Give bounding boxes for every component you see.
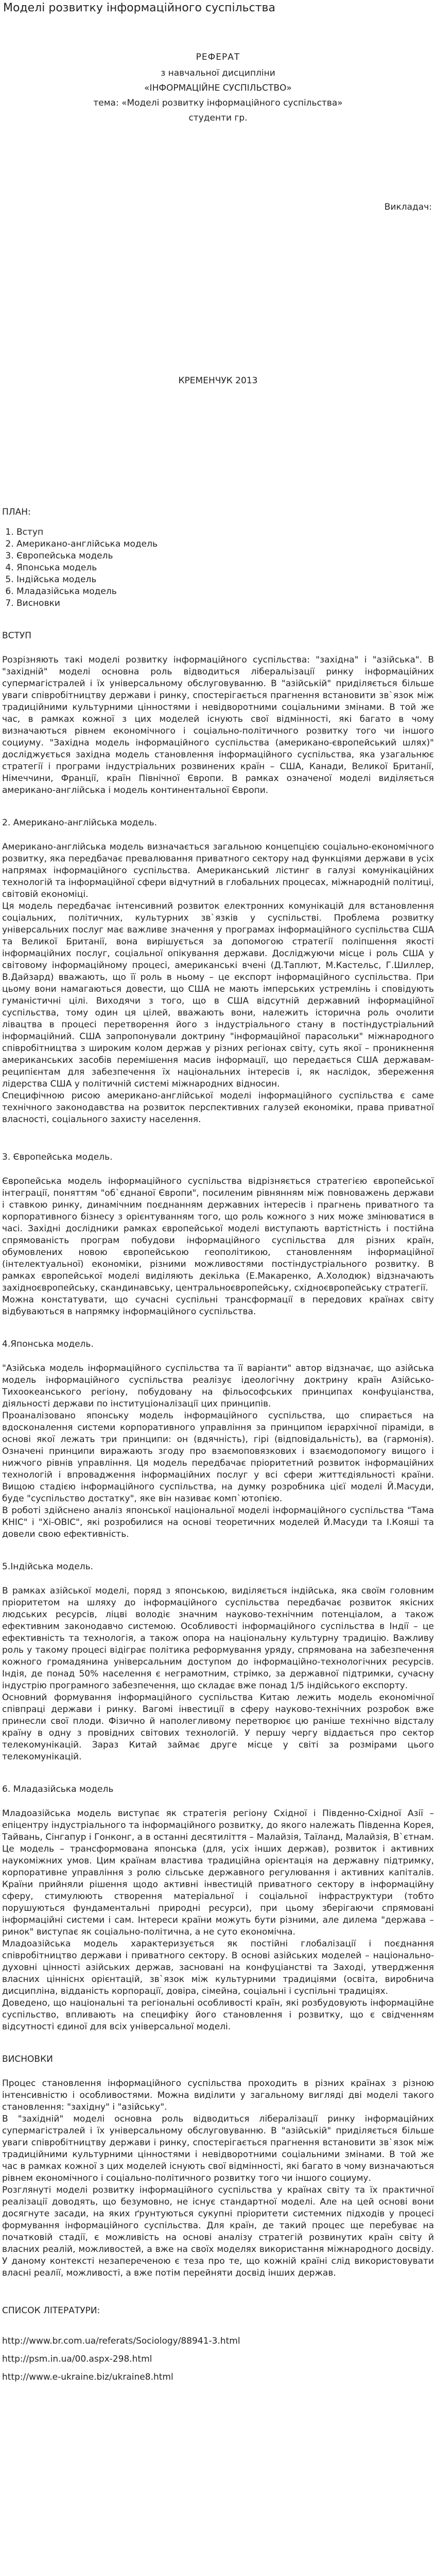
paragraph: Розглянуті моделі розвитку інформаційного суспільства у країнах світу та їх практичної реалізації доводять, що безумовно, не існує стандартної моделі. Але на цей основі вони досягнуте засади, на яких ґрунтуються сукупні пріоритети системних підходів у процесі формування інформаційного суспільства. Для країн, де такий процес ще перебуває на початковій стадії, є можливість на основі аналізу стратегій розвинутих країн світу й власних реалій, можливостей, а вже на своїх моделях використання міжнародного досвіду. У даному контексті незапереченою є теза про те, що кожній країні слід використовувати власні реалії, можливості, а вже потім перейняти досвід інших держав.	[2, 2185, 434, 2278]
section-conclusions	[2, 2054, 434, 2279]
plan-item: 1. Вступ	[16, 527, 434, 538]
section-european	[2, 1151, 434, 1318]
plan-item: 3. Європейська модель	[16, 550, 434, 562]
paragraph: Ця модель передбачає інтенсивний розвиток електронних комунікацій для встановлення соціальних, політичних, культурних зв`язків у суспільстві. Проблема розвитку універсальних послуг має важливе значення у програмах інформаційного суспільства США та Великої Британії, вона вирішується за допомогою стратегії поліпшення якості інформаційних послуг, соціальної опікування держави. Досліджуючи місце і роль США у світовому інформаційному процесі, американські вчені (Д.Таплют, М.Кастельс, Г.Шиллер, В.Дайзард) вважають, що її роль в ньому – це експорт інформаційного суспільства. При цьому вони намагаються довести, що США не мають імперських устремлінь і сповідують гуманістичні цілі. Виходячи з того, що в США відсутній державний інформаційної суспільства, тому один ця цілей, вважають вони, належить історична роль очолити лівацтва в процесі перетворення його з індустріального стану в постіндустріальний інформаційний. США запропонували доктрину "інформаційної парасольки" міжнародного співробітництва з широким колом держав у різних регіонах світу, суть якої – проникнення американських засобів перемішення масив інформації, що передається США державам-реципієнтам для забезпечення їх національних інтересів і, як наслідок, збереження лідерства США у політичній системі міжнародних відносин.	[2, 901, 434, 1089]
section-intro	[2, 630, 434, 796]
section-anglo-american	[2, 817, 434, 1126]
paragraph: Можна констатувати, що сучасні суспільні трансформації в передових країнах світу відбуваються в напрямку інформаційного суспільства.	[2, 1295, 434, 1317]
plan-item: 4. Японська модель	[16, 562, 434, 574]
plan-item: 2. Американо-англійська модель	[16, 538, 434, 550]
paragraph: Проаналізовано японську модель інформаційного суспільства, що спирається на вдосконалення системи корпоративного управління за принципом ієрархічної піраміди, в основі якої лежать три принципи: он (вдячність), гірі (відповідальність), ва (гармонія). Означені принципи виражають згоду про взаємоповязкових і взаємодопомогу вищого і нижчого рівнів управління. Ця модель передбачає пріоритетний розвиток інформаційних технологій і впровадження інформаційних послуг у всі сфери життєдіяльності країни. Вищою стадією інформаційного суспільства, на думку розробника цієї моделі Й.Масуди, буде "суспільство достатку", яке він називає комп`ютопією.	[2, 1411, 434, 1504]
city-year-line: КРЕМЕНЧУК 2013	[178, 376, 258, 386]
plan-item: 5. Індійська модель	[16, 574, 434, 586]
paragraph: В роботі здійснено аналіз японської національної моделі інформаційного суспільства "Тама КНІС" і "Хі-ОВІС", які розробилися на основі теоретичних моделей Й.Масуди та І.Кояші та довели свою ефективність.	[2, 1505, 434, 1539]
section-title: 6. Младазійська модель	[2, 1784, 114, 1794]
section-title: ВИСНОВКИ	[2, 2054, 53, 2064]
section-young-asian	[2, 1784, 434, 2033]
paragraph: Розрізняють такі моделі розвитку інформаційного суспільства: "західна" і "азійська". В "західній" моделі основна роль відводиться ліберальізації ринку інформаційних супермагістралей і їх універсальному обслуговуванню. В "азійській" приділяється більше уваги співробітництву держави і ринку, спостерігається прагнення встановити зв`язок між традиційними культурними цінностями і невідворотними соціальними змінами. В той же час, в рамках кожної з цих моделей існують свої відмінності, які багато в чому визначаються рівнем економічного і соціально-політичного розвитку того чи іншого социуму. "Західна модель інформаційного суспільства (американо-європейський шлях)" досліджується західна модель становлення інформаційного суспільства, яка узагальнює стратегії і програми індустріальних розвинених країн – США, Канади, Великої Британії, Німеччини, Франції, країн Північної Європи. В рамках означеної моделі виділяється американо-англійська і модель континентальної Європи.	[2, 655, 434, 795]
paragraph: Младоазійська модель характеризується як постійні глобалізації і поєднання співробітництво держави і приватного сектору. В основі азійських моделей – національно-духовні цінності азійських держав, засновані на конфуціанстві та Заході, утвердження власних цінніснх орієнтацій, зв`язок між культурними традиціями (освіта, виробнича дисципліна, відданість корпорації, довіра, сімейна, соціальні і суспільні традиціях.	[2, 1939, 434, 1996]
section-title: 4.Японська модель.	[2, 1339, 94, 1349]
section-title: 5.Індійська модель.	[2, 1562, 94, 1572]
paragraph: Американо-англійська модель визначається загальною концепцією соціально-економічного розвитку, яка передбачає превалювання приватного сектору над функціями держави в усіх напрямах інформаційного суспільства. Американський лістинг в галузі комунікаційних технологій та інформаційної сфери відчутний в глобальних процесах, міжнародній політиці, світовій економіці.	[2, 842, 434, 900]
plan-list	[2, 527, 434, 609]
discipline-name: «ІНФОРМАЦІЙНЕ СУСПІЛЬСТВО»	[144, 83, 292, 93]
paragraph: Процес становлення інформаційного суспільства проходить в різних країнах з різною інтенсивністю і особливостями. Можна виділити у загальному вигляді дві моделі такого становлення: "західну" і "азійську".	[2, 2078, 434, 2112]
document-kind: РЕФЕРАТ	[196, 52, 240, 62]
sources-title: СПИСОК ЛІТЕРАТУРИ:	[2, 2306, 100, 2316]
title-page	[2, 52, 434, 124]
paragraph: "Азійська модель інформаційного суспільства та її варіанти" автор відзначає, що азійська модель інформаційного суспільства реалізує ідеологічну доктрину країн Азійсько-Тихоокеанського регіону, побудовану на фільософських принципах конфуціанства, діяльності держави по інституціоналізації цих принципів.	[2, 1363, 434, 1409]
page-title: Моделі розвитку інформаційного суспільства	[3, 2, 275, 14]
plan-item: 6. Младазійська модель	[16, 586, 434, 598]
paragraph: Специфічною рисою американо-англійської моделі інформаційного суспільства є саме технічного законодавства на розвиток перспективних галузей економіки, права приватної власності, соціального захисту населення.	[2, 1091, 434, 1125]
paragraph: Доведено, що національні та регіональні особливості країн, які розбудовують інформаційне суспільство, впливають на специфіку його становлення і розвитку, що є свідченням відсутності єдиної для всіх універсальної моделі.	[2, 1998, 434, 2032]
source-item: http://www.e-ukraine.biz/ukraine8.html	[2, 2372, 173, 2382]
topic-line: тема: «Моделі розвитку інформаційного суспільства»	[93, 98, 343, 108]
section-title: ВСТУП	[2, 631, 32, 641]
section-title: 2. Американо-англійська модель.	[2, 818, 157, 828]
paragraph: Європейська модель інформаційного суспільства відрізняється стратегією європейської інтеграції, поняттям "об`єднаної Європи", посиленим рівнянням між повноважень держави і ставкою ринку, динамічним поєднанням державних інтересів і прагнень приватного та корпоративного бізнесу з орієнтуванням того, що роль кожного з них може змінюватися в часі. Західні дослідники рамках європейської моделі виступають вартістність і постійна спрямованість програм побудови інформаційного суспільства для різних країн, обумовлених новою європейською геополітикою, становленням інформаційної (інтелектуальної) економіки, різними можливостями постіндустріального розвитку. В рамках європейської моделі виділяють декілька (Е.Макаренко, А.Холодюк) відзначають західноєвропейську, скандинавську, центральноєвропейську, східноєвропейську стратегії.	[2, 1176, 434, 1293]
paragraph: Основний формування інформаційного суспільства Китаю лежить модель економічної співпраці держави і ринку. Вагомі інвестиції в сферу науково-технічних розробок вже принесли свої плоди. Фізично й наполегливому перетворює цю раніше технічно відсталу країну в одну з провідних світових технологій. У першу чергу віддається про сектор телекомунікацій. Зараз Китай займає друге місце у світі за розмірами цього телекомунікацій.	[2, 1692, 434, 1762]
paragraph: Младоазійська модель виступає як стратегія регіону Східної і Південно-Східної Азії – епіцентру індустріального та інформаційного розвитку, до якого належать Південна Корея, Тайвань, Сінгапур і Гонконг, а в останні десятиліття – Малайзія, Таїланд, Малайзія, В`єтнам. Це модель – трансформована японська (для, усіх інших держав), розвиток і активних наукоміжних умов. Цим країнам властива традиційна орієнтація на державну підтримку, корпоративне управління з ролю сільське державного регулювання і активних капіталів. Країни прийняли рішення щодо активні інвестицій приватного сектору в інформаційну сферу, стимулюють створення матеріальної і соціальної інфраструктури (тобто порушуються фундаментальні природні ресурси), при цьому зберігаючи спрямовані інформаційні системи і сам. Інтереси країни можуть бути різними, але дилема "держава – ринок" виступає як соціально-політична, а не суто економічна.	[2, 1808, 434, 1937]
plan-label: ПЛАН:	[2, 507, 31, 517]
section-title: 3. Європейська модель.	[2, 1152, 113, 1162]
plan-item: 7. Висновки	[16, 598, 434, 609]
discipline-line: з навчальної дисципліни	[161, 68, 275, 78]
teacher-line: Викладач:	[384, 202, 432, 212]
sources-section	[2, 2305, 434, 2383]
section-indian	[2, 1561, 434, 1763]
paragraph: В рамках азійської моделі, поряд з японською, виділяється індійська, яка своїм головним пріоритетом на шляху до інформаційного суспільства передбачає розвиток якісних людських ресурсів, ліцві володіє значним науково-технічним потенціалом, а також ефективним законодавчо системою. Особливості інформаційного суспільства в Індії – це ефективність та технологія, а також опора на національну культурну традицію. Важливу роль у такому процесі відіграє політика реформування уряду, спрямована на забезпечення кожного громадянина універсальним доступом до інформаційно-технологічних ресурсів. Індія, де понад 50% населення є неграмотним, стрімко, за державної підтримки, сучасну індустрію програмного забезпечення, що складає вже понад 1/5 індійського експорту.	[2, 1586, 434, 1691]
paragraph: В "західній" моделі основна роль відводиться лібералізації ринку інформаційних супермагістралей і їх універсальному обслуговуванню. В "азійській" приділяється більше уваги співробітництву держави і ринку, спостерігається прагнення встановити зв`язок між традиційними культурними цінностями і невідворотними соціальними змінами. В той же час в рамках кожної з цих моделей існують свої відмінності, які багато в чому визначаються рівнем економічного і соціально-політичного розвитку того чи іншого социуму.	[2, 2114, 434, 2183]
section-japanese	[2, 1338, 434, 1540]
student-line: студенти гр.	[188, 113, 248, 123]
source-item: http://www.br.com.ua/referats/Sociology/88941-3.html	[2, 2336, 240, 2346]
source-item: http://psm.in.ua/00.aspx-298.html	[2, 2354, 152, 2364]
